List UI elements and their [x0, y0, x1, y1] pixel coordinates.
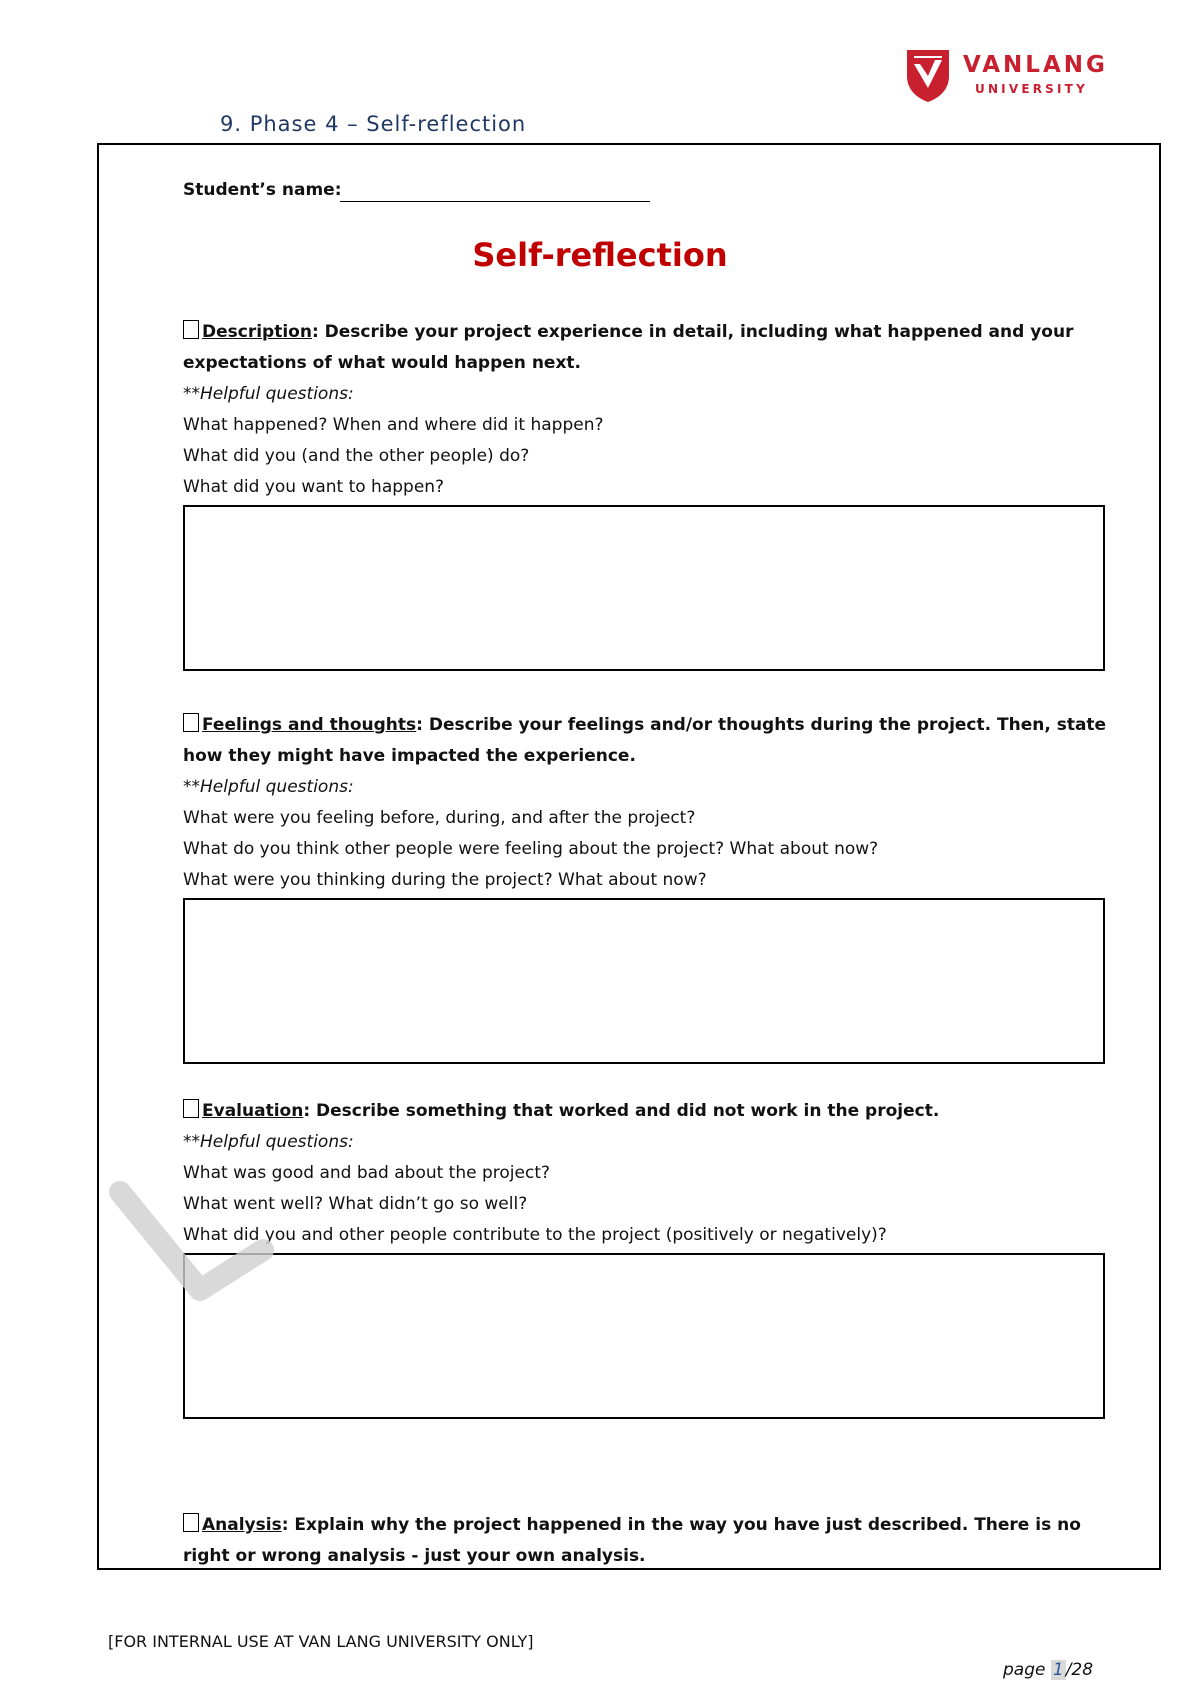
- section-heading-line: [183, 1096, 1118, 1127]
- section-term: Description: [202, 322, 312, 342]
- helpful-questions-label: **Helpful questions:: [183, 384, 354, 404]
- question-line: What happened? When and where did it happen?: [183, 415, 604, 435]
- checkbox-glyph-icon: [183, 1513, 199, 1532]
- section-prompt: : Describe something that worked and did not work in the project.: [303, 1101, 940, 1121]
- question-line: What was good and bad about the project?: [183, 1163, 551, 1183]
- checkbox-glyph-icon: [183, 713, 199, 732]
- page-total: /28: [1065, 1660, 1094, 1680]
- section-prompt: : Explain why the project happened in the way you have just described. There is no right or wrong analysis - just your own analysis.: [183, 1515, 1081, 1566]
- helpful-questions-label: **Helpful questions:: [183, 1132, 354, 1152]
- section-term: Analysis: [202, 1515, 282, 1535]
- checkbox-glyph-icon: [183, 1099, 199, 1118]
- section-feelings-and-thoughts: [183, 710, 1118, 896]
- student-name-label: Student’s name:: [183, 180, 342, 200]
- section-heading: 9. Phase 4 – Self-reflection: [220, 112, 527, 136]
- section-heading-line: [183, 710, 1118, 772]
- university-logo: [905, 48, 1108, 104]
- section-heading-line: [183, 317, 1118, 379]
- section-term: Evaluation: [202, 1101, 304, 1121]
- section-prompt: : Describe your feelings and/or thoughts during the project. Then, state how they might have impacted the experience.: [183, 715, 1107, 766]
- section-evaluation: [183, 1096, 1118, 1251]
- logo-wordmark: VANLANG: [963, 52, 1108, 78]
- section-heading-line: [183, 1510, 1118, 1572]
- question-line: What did you want to happen?: [183, 477, 445, 497]
- form-title: Self-reflection: [472, 236, 728, 274]
- evaluation-answer-box[interactable]: [183, 1253, 1105, 1419]
- description-answer-box[interactable]: [183, 505, 1105, 671]
- question-line: What did you and other people contribute to the project (positively or negatively)?: [183, 1225, 887, 1245]
- question-line: What did you (and the other people) do?: [183, 446, 530, 466]
- checkmark-watermark-icon: [108, 1172, 278, 1322]
- page-current: 1: [1052, 1660, 1064, 1680]
- question-line: What were you thinking during the project? What about now?: [183, 870, 707, 890]
- question-line: What were you feeling before, during, and after the project?: [183, 808, 696, 828]
- section-analysis: [183, 1510, 1118, 1572]
- internal-use-notice: [FOR INTERNAL USE AT VAN LANG UNIVERSITY ONLY]: [108, 1632, 534, 1651]
- helpful-questions-label: **Helpful questions:: [183, 777, 354, 797]
- student-name-field[interactable]: [340, 201, 650, 202]
- feelings-answer-box[interactable]: [183, 898, 1105, 1064]
- section-description: [183, 317, 1118, 503]
- page-number: [1003, 1660, 1093, 1680]
- question-line: What do you think other people were feeling about the project? What about now?: [183, 839, 879, 859]
- checkbox-glyph-icon: [183, 320, 199, 339]
- section-term: Feelings and thoughts: [202, 715, 417, 735]
- question-line: What went well? What didn’t go so well?: [183, 1194, 528, 1214]
- section-prompt: : Describe your project experience in detail, including what happened and your expectations of what would happen next.: [183, 322, 1074, 373]
- logo-subtitle: UNIVERSITY: [975, 82, 1088, 96]
- page-word: page: [1003, 1660, 1051, 1680]
- vanlang-shield-icon: [905, 48, 951, 104]
